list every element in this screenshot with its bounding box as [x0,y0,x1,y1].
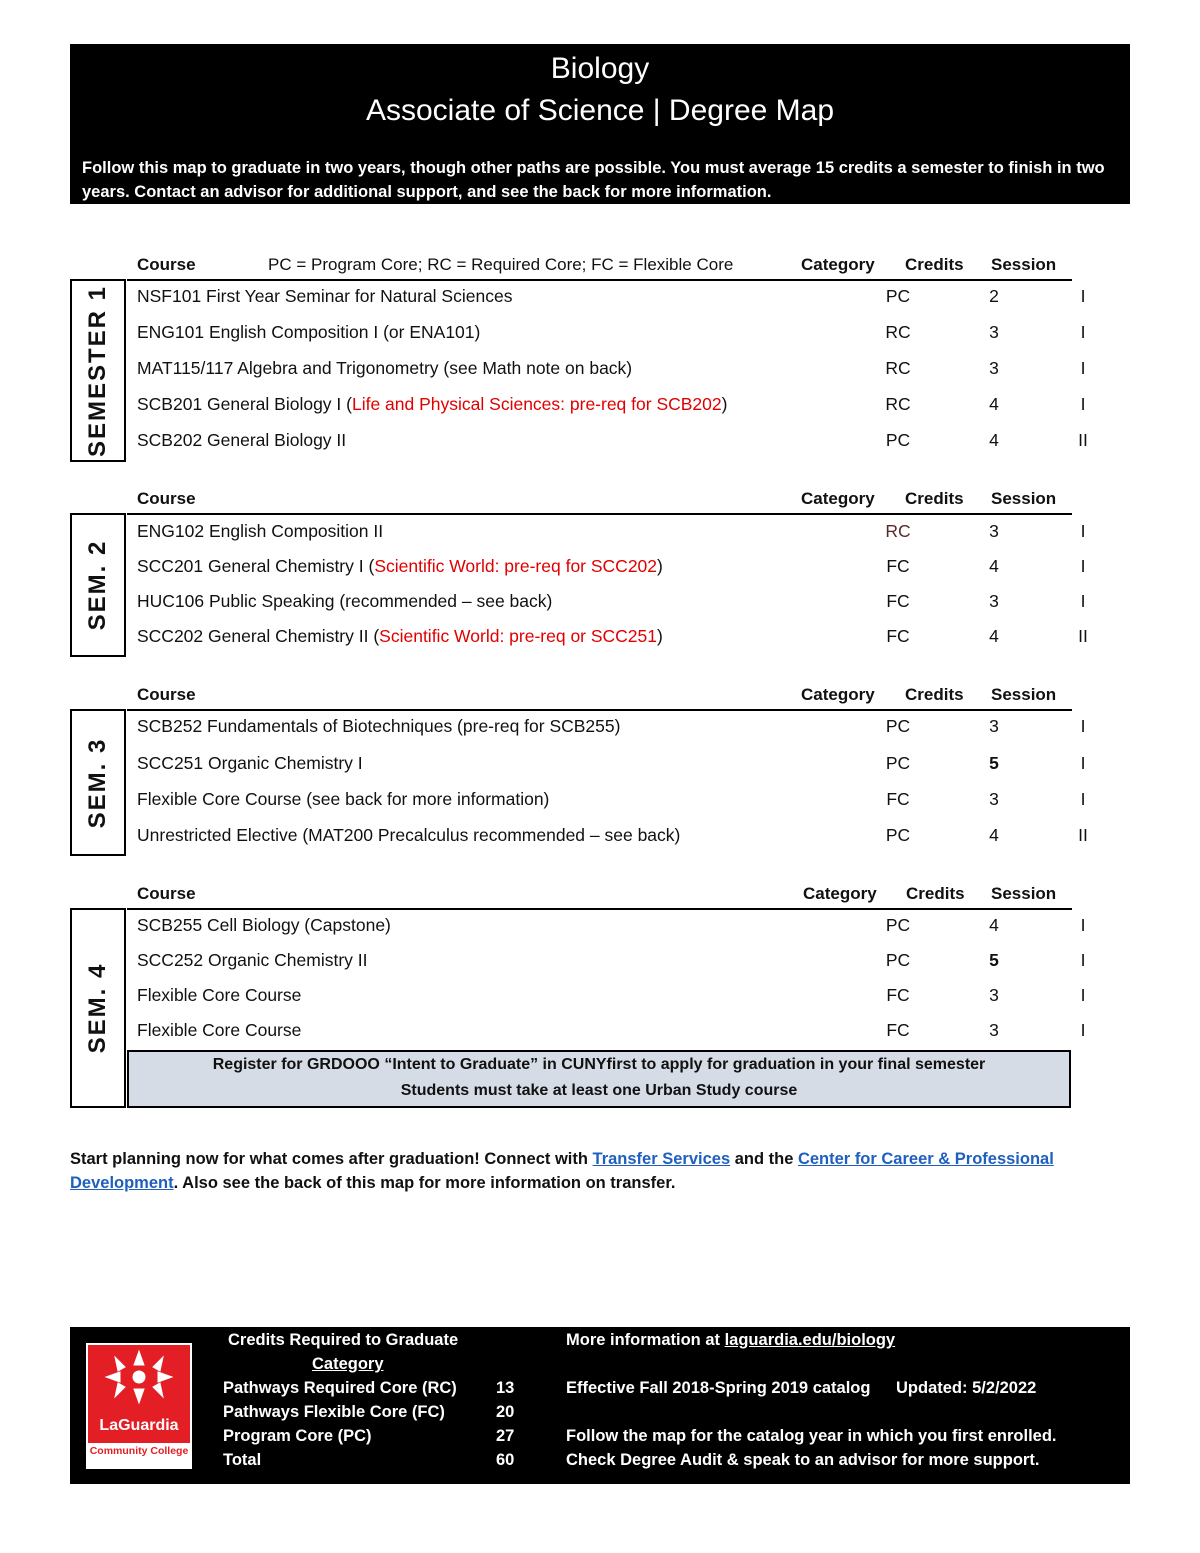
credit-item-label: Pathways Flexible Core (FC) [223,1403,445,1421]
notice-line-2: Students must take at least one Urban Study course [400,1082,798,1099]
course-name: Flexible Core Course [137,985,302,1005]
course-name: SCB252 Fundamentals of Biotechniques (pre-req for SCB255) [137,716,621,736]
credit-item-value: 20 [496,1403,515,1421]
col-course: Course [137,884,196,903]
course-row [127,549,1086,583]
course-credits: 3 [989,1020,999,1040]
course-session: I [1080,322,1086,342]
col-session: Session [991,489,1057,508]
col-credits: Credits [906,884,965,903]
career-center-link[interactable]: Center for Career & Professional Development [70,1150,1054,1192]
course-category: FC [886,591,910,611]
planning-text: and the [730,1150,798,1168]
course-session: II [1078,825,1088,845]
course-session: I [1080,950,1086,970]
course-row [127,943,1086,977]
course-name: SCC251 Organic Chemistry I [137,753,363,773]
course-category: PC [885,430,911,450]
semester-3-section [70,685,1088,857]
course-category: RC [885,358,911,378]
course-row [127,978,1086,1012]
course-credits: 4 [989,626,999,646]
laguardia-logo [86,1343,192,1469]
course-name: SCB255 Cell Biology (Capstone) [137,915,391,935]
sunburst-icon [88,1345,190,1415]
category-header: Category [312,1355,384,1373]
column-header [70,884,1072,910]
semester-2-section [70,489,1088,659]
page-subtitle: Associate of Science | Degree Map [365,94,835,127]
planning-paragraph [70,1147,1130,1195]
course-note: Life and Physical Sciences: pre-req for SCB202 [351,394,722,414]
col-session: Session [991,255,1057,274]
course-row [127,279,1086,313]
notice-line-1: Register for GRDOOO “Intent to Graduate” in CUNYfirst to apply for graduation in your final semester [212,1056,986,1073]
course-credits: 3 [989,521,999,541]
course-credits: 3 [989,985,999,1005]
course-session: I [1080,789,1086,809]
credit-item-value: 27 [496,1427,515,1445]
col-course: Course [137,685,196,704]
col-credits: Credits [905,255,964,274]
course-name: Flexible Core Course (see back for more information) [137,789,550,809]
credit-item-value: 60 [496,1451,515,1469]
credit-item-label: Program Core (PC) [223,1427,372,1445]
course-row [127,423,1088,457]
course-credits: 2 [989,286,999,306]
credit-item-label: Pathways Required Core (RC) [223,1379,457,1397]
transfer-services-link[interactable]: Transfer Services [592,1150,731,1168]
course-name-pre: SCC202 General Chemistry II ( [137,626,380,646]
course-session: I [1080,1020,1086,1040]
graduation-notice [127,1050,1071,1108]
course-name: SCC252 Organic Chemistry II [137,950,368,970]
col-course: Course [137,255,196,274]
course-credits: 4 [989,394,999,414]
course-session: I [1080,521,1086,541]
course-session: I [1080,358,1086,378]
course-row [127,908,1086,942]
course-row [127,1013,1086,1047]
course-row [127,351,1086,385]
course-category: PC [885,716,911,736]
logo-red-box [88,1345,190,1443]
course-session: I [1080,394,1086,414]
course-name-post: ) [721,394,728,414]
col-session: Session [991,884,1057,903]
semester-label: SEM. 3 [84,737,111,828]
course-category: PC [885,286,911,306]
course-credits: 3 [989,591,999,611]
semester-1-section [70,255,1088,465]
course-session: I [1080,985,1086,1005]
more-info [566,1331,895,1350]
course-category: FC [886,1020,910,1040]
course-name: ENG101 English Composition I (or ENA101) [137,322,481,342]
course-row [127,818,1088,852]
course-name [137,619,663,653]
course-session: I [1080,915,1086,935]
header-banner [70,44,1130,204]
intro-text: Follow this map to graduate in two years, though other paths are possible. You must average 15 credits a semester to finish in two years. Contact an advisor for additional support, and see the back for more information. [82,159,1105,201]
course-credits: 4 [989,915,999,935]
credit-item-label: Total [223,1451,262,1469]
course-row [127,619,1088,653]
semester-label-box [70,279,126,462]
course-session: I [1080,556,1086,576]
footer-banner [70,1327,1130,1484]
course-name: NSF101 First Year Seminar for Natural Sciences [137,286,513,306]
course-name [137,387,727,421]
course-row [127,782,1086,816]
course-session: I [1080,716,1086,736]
course-row [127,387,1086,421]
planning-text: Start planning now for what comes after graduation! Connect with [70,1150,593,1168]
course-session: II [1078,430,1088,450]
credits-title: Credits Required to Graduate [228,1331,459,1349]
logo-subtitle: Community College [89,1445,189,1457]
course-category: RC [885,322,911,342]
course-credits: 3 [989,716,999,736]
col-course: Course [137,489,196,508]
course-category: PC [885,825,911,845]
course-name: MAT115/117 Algebra and Trigonometry (see Math note on back) [137,358,633,378]
col-category: Category [801,685,875,704]
course-session: II [1078,626,1088,646]
semester-label: SEMESTER 1 [84,284,111,457]
semester-label: SEM. 4 [84,962,111,1054]
course-credits: 5 [989,950,999,970]
course-name: SCB202 General Biology II [137,430,347,450]
course-category: FC [886,626,910,646]
planning-text: . Also see the back of this map for more information on transfer. [173,1174,676,1192]
course-row [127,514,1086,548]
page-title: Biology [550,52,650,85]
course-session: I [1080,753,1086,773]
course-credits: 3 [989,322,999,342]
course-credits: 4 [989,556,999,576]
course-note: Scientific World: pre-req or SCC251 [379,626,658,646]
semester-label-box [70,513,126,657]
course-category: FC [886,985,910,1005]
course-row [127,709,1086,743]
semester-label-box [70,709,126,856]
course-session: I [1080,286,1086,306]
course-credits: 5 [989,753,999,773]
course-name: Unrestricted Elective (MAT200 Precalculus recommended – see back) [137,825,681,845]
col-category: Category [801,255,875,274]
course-name-post: ) [657,556,663,576]
logo-name: LaGuardia [99,1417,179,1434]
semester-label-box [70,908,126,1108]
course-name: HUC106 Public Speaking (recommended – see back) [137,591,553,611]
course-credits: 3 [989,358,999,378]
course-category: PC [885,753,911,773]
semester-label: SEM. 2 [84,539,111,631]
course-category: PC [885,950,911,970]
col-legend: PC = Program Core; RC = Required Core; FC = Flexible Core [268,255,734,274]
course-category: PC [885,915,911,935]
course-name [137,549,663,583]
course-name-post: ) [657,626,663,646]
course-credits: 4 [989,825,999,845]
course-session: I [1080,591,1086,611]
course-note: Scientific World: pre-req for SCC202 [374,556,658,576]
course-category: RC [885,394,911,414]
course-credits: 3 [989,789,999,809]
course-category: FC [886,789,910,809]
follow-note: Follow the map for the catalog year in which you first enrolled. [566,1427,1057,1445]
biology-website-link[interactable]: laguardia.edu/biology [724,1331,896,1349]
course-row [127,746,1086,780]
updated-date: Updated: 5/2/2022 [896,1379,1037,1397]
col-category: Category [801,489,875,508]
course-credits: 4 [989,430,999,450]
column-header [70,255,1072,281]
credit-item-value: 13 [496,1379,515,1397]
course-name: ENG102 English Composition II [137,521,384,541]
course-name: Flexible Core Course [137,1020,302,1040]
more-info-prefix: More information at [566,1331,725,1349]
course-row [127,315,1086,349]
col-credits: Credits [905,489,964,508]
course-name-pre: SCB201 General Biology I ( [137,394,352,414]
course-name-pre: SCC201 General Chemistry I ( [137,556,375,576]
course-category: FC [886,556,910,576]
course-category: RC [885,521,911,541]
col-category: Category [803,884,877,903]
check-note: Check Degree Audit & speak to an advisor for more support. [566,1451,1040,1469]
col-session: Session [991,685,1057,704]
column-header [70,685,1072,711]
col-credits: Credits [905,685,964,704]
course-row [127,584,1086,618]
column-header [70,489,1072,515]
effective-catalog: Effective Fall 2018-Spring 2019 catalog [566,1379,871,1397]
